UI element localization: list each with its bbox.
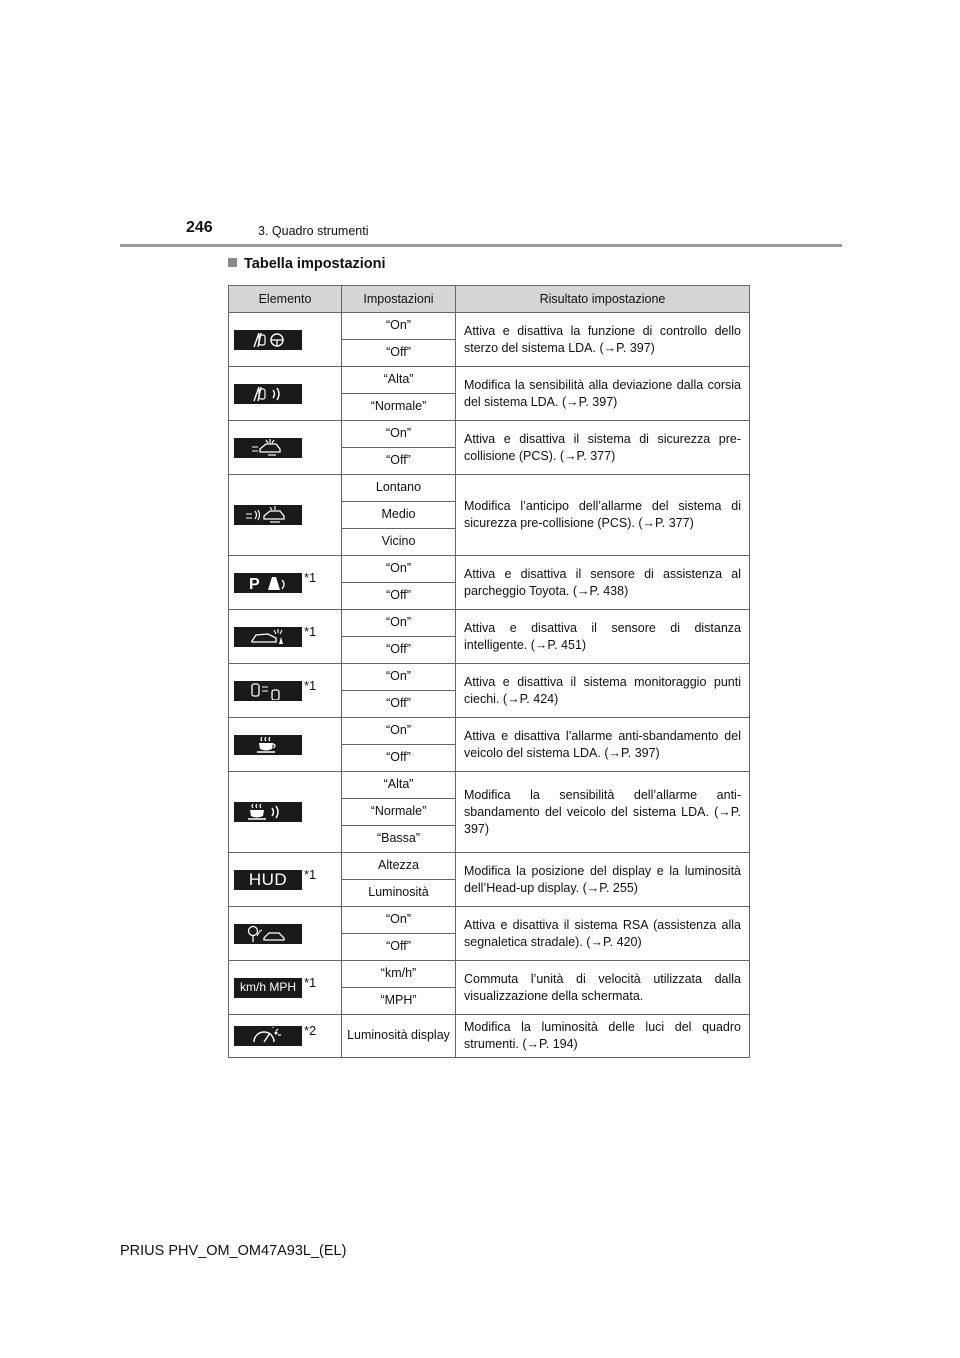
result-text-end: ) <box>655 745 660 760</box>
page-reference-link[interactable]: →P. 424 <box>507 691 555 706</box>
setting-option: Vicino <box>342 529 456 556</box>
icon-label: km/h MPH <box>239 980 296 994</box>
table-row <box>229 772 750 799</box>
page-reference-link[interactable]: →P. 377 <box>564 448 612 463</box>
setting-result <box>456 421 750 475</box>
result-text-end: ) <box>689 516 694 530</box>
setting-option: “On” <box>342 664 456 691</box>
square-bullet-icon <box>228 258 237 267</box>
result-text: Attiva e disattiva il sistema RSA (assistenza alla segnaletica stradale). ( <box>464 917 741 949</box>
setting-result <box>456 475 750 556</box>
page-reference-link[interactable]: →P. 397 <box>464 804 741 836</box>
footnote-marker: *1 <box>304 677 317 693</box>
clearance-sonar-icon <box>234 627 302 647</box>
road-sign-assist-icon <box>234 924 302 944</box>
setting-option: “km/h” <box>342 961 456 988</box>
setting-result <box>456 610 750 664</box>
result-text-end: ) <box>573 1037 578 1051</box>
lda-steering-control-icon <box>234 330 302 350</box>
column-header-result: Risultato impostazione <box>456 286 750 313</box>
table-heading <box>228 256 386 272</box>
setting-option: “Off” <box>342 448 456 475</box>
footnote-marker: *2 <box>304 1023 317 1038</box>
result-text: Attiva e disattiva il sistema monitoraggio punti ciechi. ( <box>464 674 741 706</box>
element-cell <box>229 1015 342 1058</box>
page-reference-link[interactable]: →P. 397 <box>566 394 614 409</box>
element-cell <box>229 907 342 961</box>
element-cell <box>229 718 342 772</box>
sway-sensitivity-icon <box>234 802 302 822</box>
setting-result <box>456 772 750 853</box>
element-cell <box>229 772 342 853</box>
setting-option: Medio <box>342 502 456 529</box>
setting-result <box>456 961 750 1015</box>
result-text-end: ) <box>624 583 629 598</box>
result-text: Modifica la luminosità delle luci del quadro strumenti. ( <box>464 1020 741 1051</box>
table-header-row <box>229 286 750 313</box>
result-text: Modifica l’anticipo dell’allarme del sistema di sicurezza pre-collisione (PCS). ( <box>464 499 741 530</box>
element-cell <box>229 610 342 664</box>
table-row <box>229 718 750 745</box>
element-cell <box>229 664 342 718</box>
table-row <box>229 853 750 880</box>
page-reference-link[interactable]: →P. 255 <box>586 880 634 895</box>
setting-result <box>456 907 750 961</box>
setting-option: “Off” <box>342 340 456 367</box>
setting-option: “Off” <box>342 934 456 961</box>
result-text: Attiva e disattiva la funzione di controllo dello sterzo del sistema LDA. ( <box>464 323 741 355</box>
pcs-icon <box>234 438 302 458</box>
setting-result <box>456 664 750 718</box>
table-row <box>229 907 750 934</box>
setting-result <box>456 556 750 610</box>
result-text-end: ) <box>554 691 559 706</box>
result-text: Attiva e disattiva il sensore di assistenza al parcheggio Toyota. ( <box>464 566 741 598</box>
element-cell <box>229 961 342 1015</box>
page-reference-link[interactable]: →P. 377 <box>642 516 690 530</box>
pcs-timing-icon <box>234 505 302 525</box>
setting-option: “On” <box>342 556 456 583</box>
sway-warning-icon <box>234 735 302 755</box>
table-row <box>229 664 750 691</box>
page-reference-link[interactable]: →P. 438 <box>577 583 625 598</box>
lda-sensitivity-icon <box>234 384 302 404</box>
table-row <box>229 961 750 988</box>
setting-option: “Off” <box>342 637 456 664</box>
setting-option: “On” <box>342 421 456 448</box>
element-cell <box>229 853 342 907</box>
icon-label: HUD <box>248 870 288 889</box>
element-cell <box>229 556 342 610</box>
setting-result <box>456 313 750 367</box>
setting-option: “Alta” <box>342 772 456 799</box>
document-code: PRIUS PHV_OM_OM47A93L_(EL) <box>120 1243 347 1259</box>
page-reference-link[interactable]: →P. 194 <box>526 1037 574 1051</box>
setting-option: Altezza <box>342 853 456 880</box>
footnote-marker: *1 <box>304 866 317 882</box>
setting-result <box>456 1015 750 1058</box>
setting-option: Luminosità <box>342 880 456 907</box>
page-reference-link[interactable]: →P. 420 <box>590 934 638 949</box>
element-cell <box>229 367 342 421</box>
footnote-marker: *1 <box>304 623 317 639</box>
result-text-end: ) <box>650 340 655 355</box>
hud-icon <box>234 870 302 890</box>
result-text: Attiva e disattiva il sistema di sicurezza pre-collisione (PCS). ( <box>464 431 741 463</box>
page-number: 246 <box>186 219 213 236</box>
footnote-marker: *1 <box>304 569 317 585</box>
result-text-end: ) <box>484 821 490 836</box>
page-reference-link[interactable]: →P. 451 <box>534 637 582 652</box>
table-row <box>229 421 750 448</box>
setting-result <box>456 853 750 907</box>
footnote-marker: *1 <box>304 974 317 990</box>
table-row <box>229 367 750 394</box>
table-row <box>229 610 750 637</box>
result-text-end: ) <box>637 934 642 949</box>
element-cell <box>229 313 342 367</box>
result-text-end: ) <box>633 880 638 895</box>
result-text: Modifica la sensibilità alla deviazione dalla corsia del sistema LDA. ( <box>464 377 741 409</box>
result-text: Attiva e disattiva il sensore di distanza intelligente. ( <box>464 620 741 652</box>
column-header-element: Elemento <box>229 286 342 313</box>
setting-result <box>456 367 750 421</box>
setting-option: “Normale” <box>342 394 456 421</box>
page-reference-link[interactable]: →P. 397 <box>608 745 656 760</box>
setting-option: “Alta” <box>342 367 456 394</box>
setting-option: “Bassa” <box>342 826 456 853</box>
setting-result <box>456 718 750 772</box>
setting-option: Luminosità display <box>342 1015 456 1058</box>
result-text: Modifica la posizione del display e la luminosità dell’Head-up display. ( <box>464 863 741 895</box>
speed-unit-icon <box>234 978 302 998</box>
result-text-end: ) <box>581 637 587 652</box>
setting-option: “On” <box>342 610 456 637</box>
element-cell <box>229 475 342 556</box>
setting-option: “On” <box>342 718 456 745</box>
result-text-end: ) <box>613 394 618 409</box>
setting-option: “Off” <box>342 745 456 772</box>
column-header-settings: Impostazioni <box>342 286 456 313</box>
table-row <box>229 556 750 583</box>
result-text: Attiva e disattiva l’allarme anti-sbandamento del veicolo del sistema LDA. ( <box>464 728 741 760</box>
table-row <box>229 1015 750 1058</box>
table-heading-text: Tabella impostazioni <box>244 256 386 272</box>
setting-option: “Normale” <box>342 799 456 826</box>
result-text-end: ) <box>611 448 616 463</box>
blind-spot-monitor-icon <box>234 681 302 701</box>
result-text: Commuta l’unità di velocità utilizzata dalla visualizzazione della schermata. <box>464 971 741 1003</box>
svg-text:P: P <box>249 575 260 592</box>
settings-table <box>228 285 750 1058</box>
page-reference-link[interactable]: →P. 397 <box>603 340 651 355</box>
setting-option: “Off” <box>342 691 456 718</box>
setting-option: “MPH” <box>342 988 456 1015</box>
section-title: 3. Quadro strumenti <box>258 224 369 238</box>
result-text: Modifica la sensibilità dell’allarme anti-sbandamento del veicolo del sistema LDA. ( <box>464 787 741 819</box>
table-row <box>229 475 750 502</box>
header-divider <box>120 244 842 247</box>
setting-option: “On” <box>342 313 456 340</box>
element-cell <box>229 421 342 475</box>
meter-brightness-icon <box>234 1026 302 1046</box>
setting-option: Lontano <box>342 475 456 502</box>
table-row <box>229 313 750 340</box>
setting-option: “Off” <box>342 583 456 610</box>
setting-option: “On” <box>342 907 456 934</box>
parking-sensor-icon <box>234 573 302 593</box>
